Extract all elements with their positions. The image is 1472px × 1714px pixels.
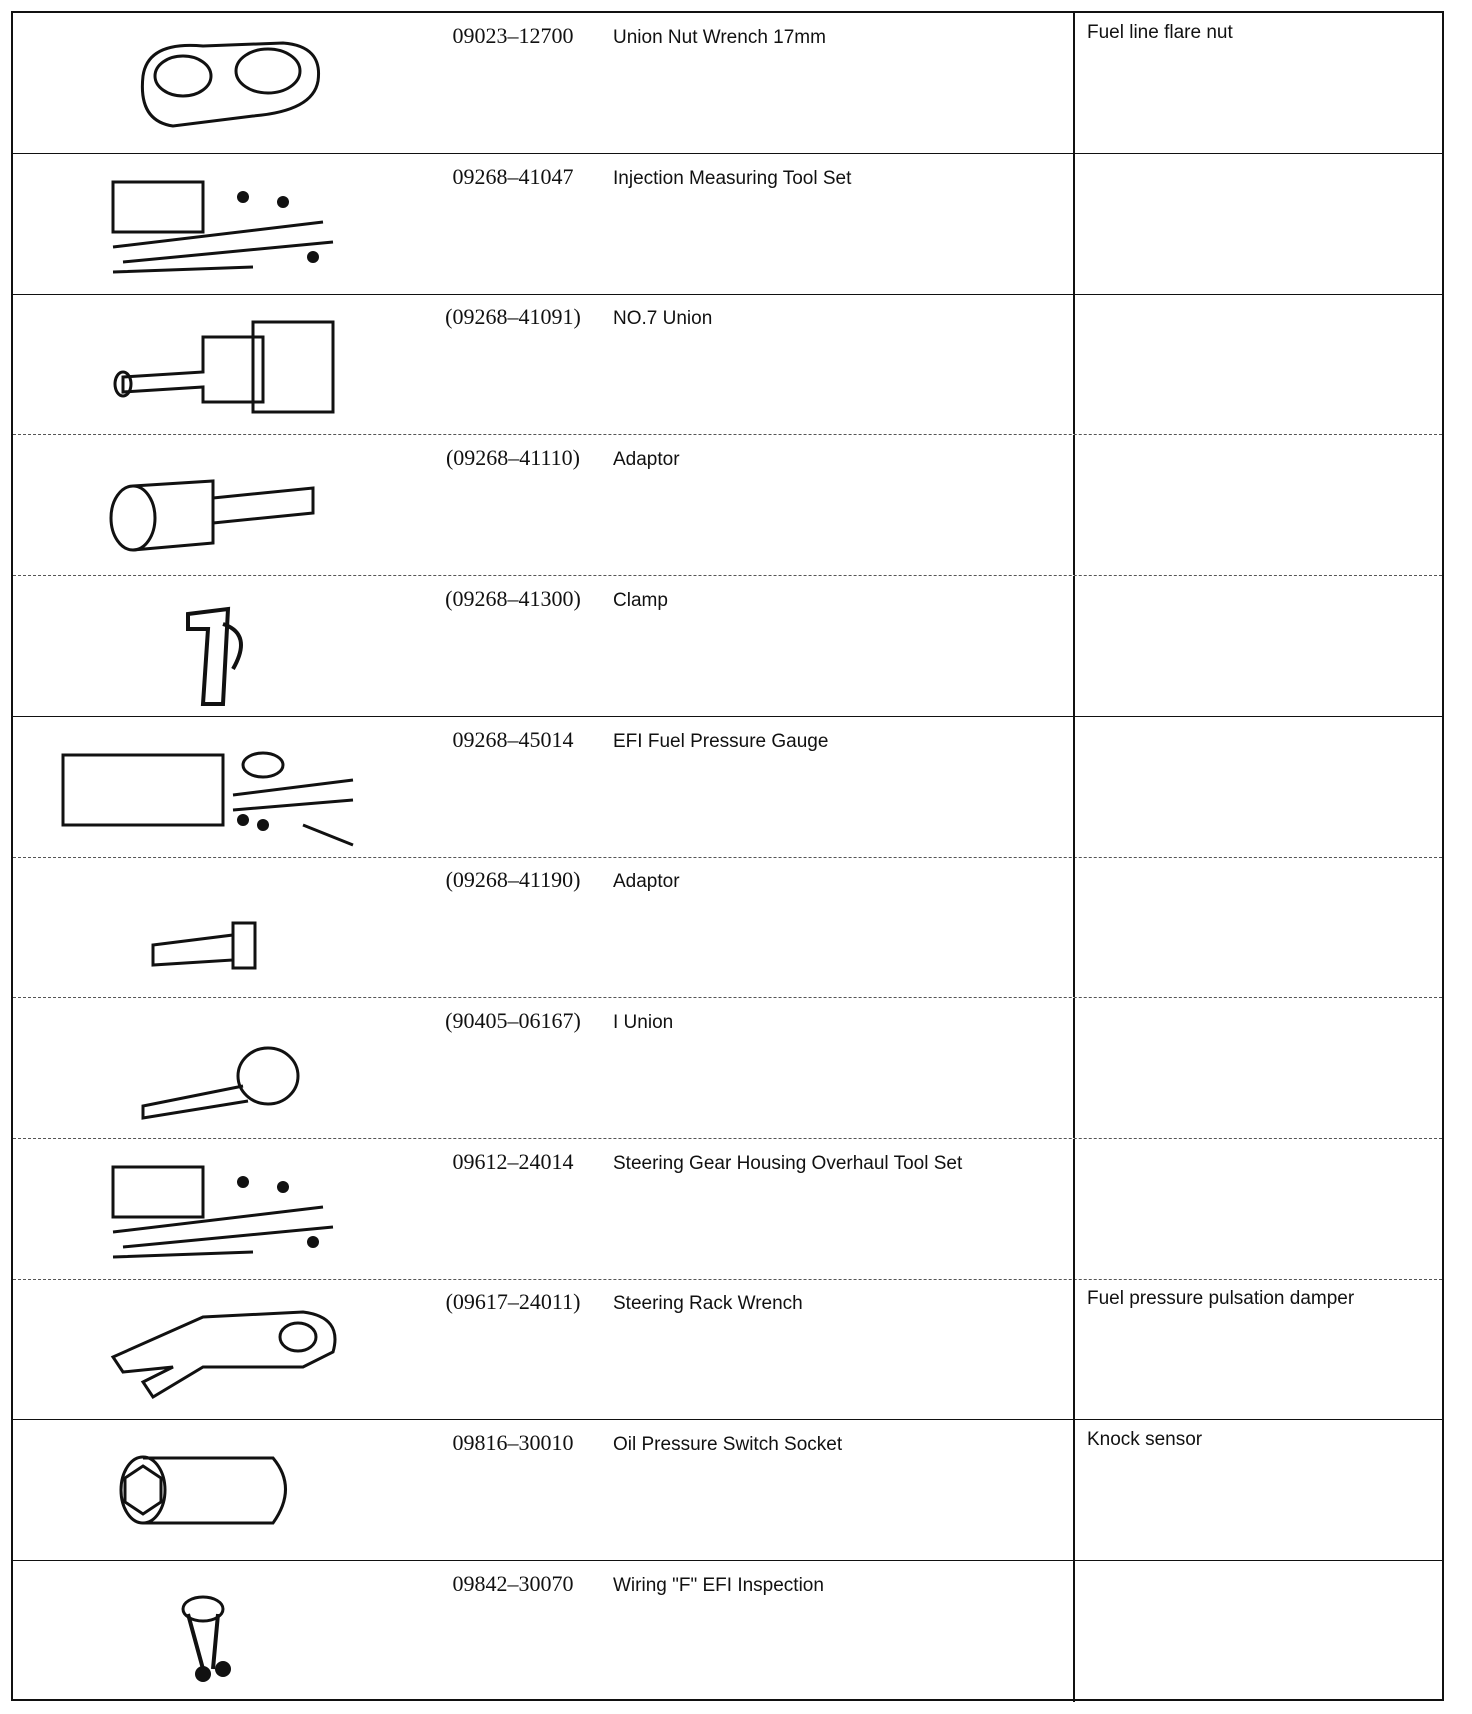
part-number: 09268–45014 (452, 726, 574, 752)
tool-name: Steering Rack Wrench (613, 1293, 803, 1315)
tool-name: Steering Gear Housing Overhaul Tool Set (613, 1152, 963, 1174)
tool-name: Adaptor (613, 871, 680, 893)
table-row (13, 1420, 1442, 1561)
remark: Knock sensor (1073, 1420, 1446, 1560)
table-row (13, 13, 1442, 154)
remark (1073, 857, 1446, 997)
remark: Fuel pressure pulsation damper (1073, 1279, 1446, 1419)
remark (1073, 717, 1446, 857)
part-number: 09816–30010 (452, 1430, 574, 1455)
gauge-set-icon (53, 725, 393, 850)
tool-set-icon (53, 1147, 393, 1272)
table-row (13, 154, 1442, 295)
tool-name: Injection Measuring Tool Set (613, 167, 852, 189)
clamp-icon (53, 584, 393, 709)
tool-name: EFI Fuel Pressure Gauge (613, 730, 829, 752)
remark: Fuel line flare nut (1073, 13, 1446, 153)
special-tools-table (11, 11, 1444, 1701)
tool-name: Wiring "F" EFI Inspection (613, 1574, 824, 1596)
union-nut-wrench-icon (53, 21, 393, 146)
tool-name: Oil Pressure Switch Socket (613, 1434, 843, 1455)
part-number: (90405–06167) (445, 1007, 581, 1033)
part-number: (09617–24011) (445, 1289, 581, 1315)
part-number: (09268–41190) (445, 867, 581, 893)
tool-name: I Union (613, 1011, 674, 1033)
part-number: 09612–24014 (452, 1148, 574, 1174)
table-row (13, 1139, 1442, 1280)
table-row (13, 576, 1442, 717)
socket-icon (53, 1428, 393, 1553)
part-number: 09023–12700 (452, 23, 574, 48)
remark (1073, 998, 1446, 1138)
part-number: 09268–41047 (452, 163, 574, 189)
remark (1073, 1561, 1446, 1702)
remark (1073, 435, 1446, 575)
tool-name: Union Nut Wrench 17mm (613, 27, 826, 48)
remark (1073, 154, 1446, 294)
tool-name: NO.7 Union (613, 308, 713, 330)
table-row (13, 998, 1442, 1139)
part-number: (09268–41110) (445, 445, 581, 471)
rack-wrench-icon (53, 1287, 393, 1412)
union-icon (53, 302, 393, 427)
part-number: (09268–41091) (445, 304, 581, 330)
i-union-icon (53, 1006, 393, 1131)
wiring-icon (53, 1569, 393, 1694)
tool-name: Adaptor (613, 449, 680, 471)
tool-name: Clamp (613, 589, 668, 611)
adaptor-icon (53, 443, 393, 568)
table-row (13, 435, 1442, 576)
remark (1073, 294, 1446, 434)
part-number: 09842–30070 (452, 1570, 574, 1596)
remark (1073, 576, 1446, 716)
table-row (13, 717, 1442, 858)
bolt-adaptor-icon (53, 865, 393, 990)
table-row (13, 294, 1442, 435)
part-number: (09268–41300) (445, 585, 581, 611)
tool-set-icon (53, 162, 393, 287)
table-row (13, 1279, 1442, 1420)
table-row (13, 857, 1442, 998)
table-row (13, 1561, 1442, 1702)
remark (1073, 1139, 1446, 1279)
